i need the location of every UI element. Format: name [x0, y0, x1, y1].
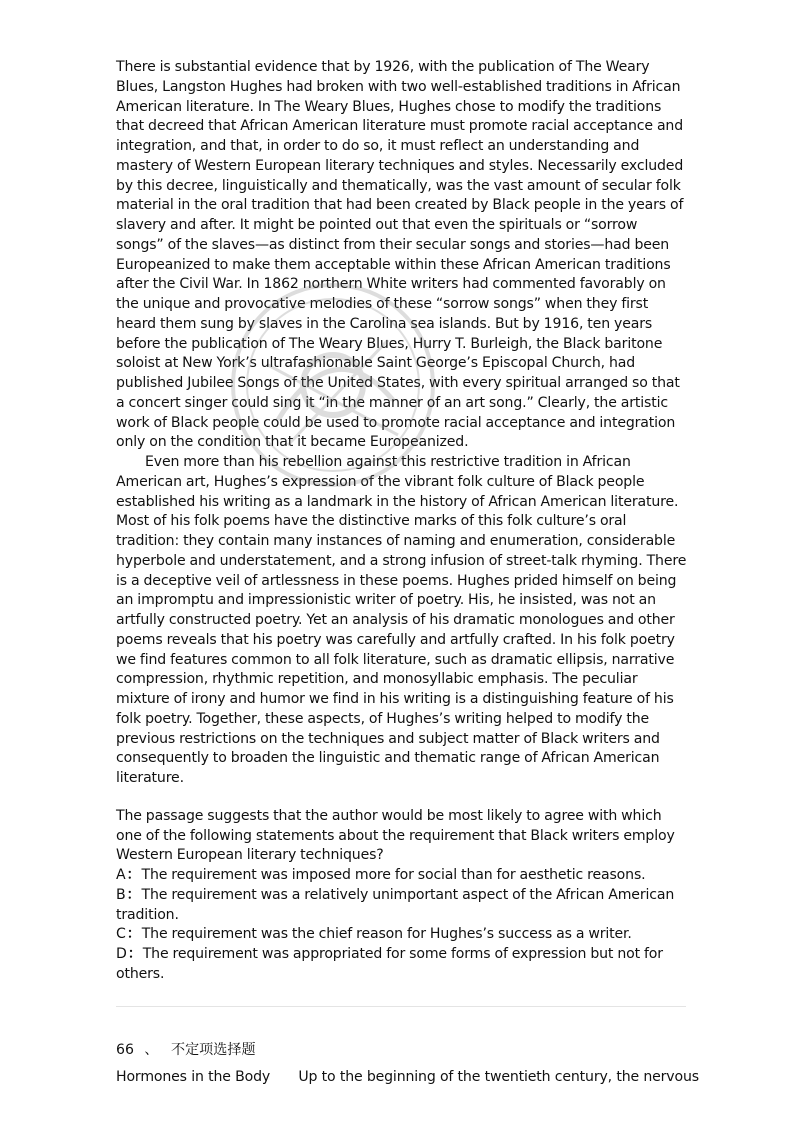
question-number: 66 [116, 1041, 134, 1058]
question-type: 不定项选择题 [171, 1041, 256, 1058]
next-question-header [116, 1041, 688, 1061]
option-text: The requirement was the chief reason for Hughes’s success as a writer. [141, 926, 632, 943]
question-block [116, 807, 688, 985]
option-text: The requirement was appropriated for some forms of expression but not for others. [116, 946, 663, 982]
answer-option[interactable] [116, 866, 688, 886]
option-separator: ： [126, 867, 141, 883]
passage-paragraph-2: Even more than his rebellion against this restrictive tradition in African American art, Hughes’s expression of the vibrant folk culture of Black people established his writing as a landmark in the history of African American literature. Most of his folk poems have the distinctive marks of this folk culture’s oral tradition: they contain many instances of naming and enumeration, considerable hyperbole and understatement, and a strong infusion of street-talk rhyming. There is a deceptive veil of artlessness in these poems. Hughes prided himself on being an impromptu and impressionistic writer of poetry. His, he insisted, was not an artfully constructed poetry. Yet an analysis of his dramatic monologues and other poems reveals that his poetry was carefully and artfully crafted. In his folk poetry we find features common to all folk literature, such as dramatic ellipsis, narrative compression, rhythmic repetition, and monosyllabic emphasis. The peculiar mixture of irony and humor we find in his writing is a distinguishing feature of his folk poetry. Together, these aspects, of Hughes’s writing helped to modify the previous restrictions on the techniques and subject matter of Black writers and consequently to broaden the linguistic and thematic range of African American literature. [116, 454, 687, 786]
next-passage-start [116, 1068, 699, 1088]
option-text: The requirement was imposed more for social than for aesthetic reasons. [141, 867, 646, 883]
next-passage-first-line: Up to the beginning of the twentieth century, the nervous [298, 1069, 699, 1086]
answer-option[interactable] [116, 925, 688, 945]
reading-passage [116, 58, 688, 789]
option-letter: C [116, 926, 126, 943]
question-stem: The passage suggests that the author would be most likely to agree with which one of the following statements about the requirement that Black writers employ Western European literary techniques? [116, 807, 675, 864]
option-letter: D [116, 946, 127, 962]
section-divider [116, 1006, 686, 1007]
passage-paragraph-1: There is substantial evidence that by 1926, with the publication of The Weary Blues, Langston Hughes had broken with two well-established traditions in African American literature. In The Weary Blues, Hughes chose to modify the traditions that decreed that African American literature must promote racial acceptance and integration, and that, in order to do so, it must reflect an understanding and mastery of Western European literary techniques and styles. Necessarily excluded by this decree, linguistically and thematically, was the vast amount of secular folk material in the oral tradition that had been created by Black people in the years of slavery and after. It might be pointed out that even the spirituals or “sorrow songs” of the slaves—as distinct from their secular songs and stories—had been Europeanized to make them acceptable within these African American traditions after the Civil War. In 1862 northern White writers had commented favorably on the unique and provocative melodies of these “sorrow songs” when they first heard them sung by slaves in the Carolina sea islands. But by 1916, ten years before the publication of The Weary Blues, Hurry T. Burleigh, the Black baritone soloist at New York’s ultrafashionable Saint George’s Episcopal Church, had published Jubilee Songs of the United States, with every spiritual arranged so that a concert singer could sing it “in the manner of an art song.” Clearly, the artistic work of Black people could be used to promote racial acceptance and integration only on the condition that it became Europeanized. [116, 59, 684, 451]
answer-options [116, 866, 688, 985]
answer-option[interactable] [116, 886, 688, 926]
option-letter: B [116, 886, 126, 903]
answer-option[interactable] [116, 945, 688, 985]
next-passage-title: Hormones in the Body [116, 1069, 271, 1086]
option-letter: A [116, 867, 126, 883]
option-separator: ： [126, 926, 141, 943]
option-separator: ： [126, 886, 141, 903]
document-page [116, 58, 699, 1088]
question-number-separator: 、 [144, 1041, 159, 1058]
option-text: The requirement was a relatively unimportant aspect of the African American tradition. [116, 886, 675, 923]
option-separator: ： [127, 946, 142, 962]
